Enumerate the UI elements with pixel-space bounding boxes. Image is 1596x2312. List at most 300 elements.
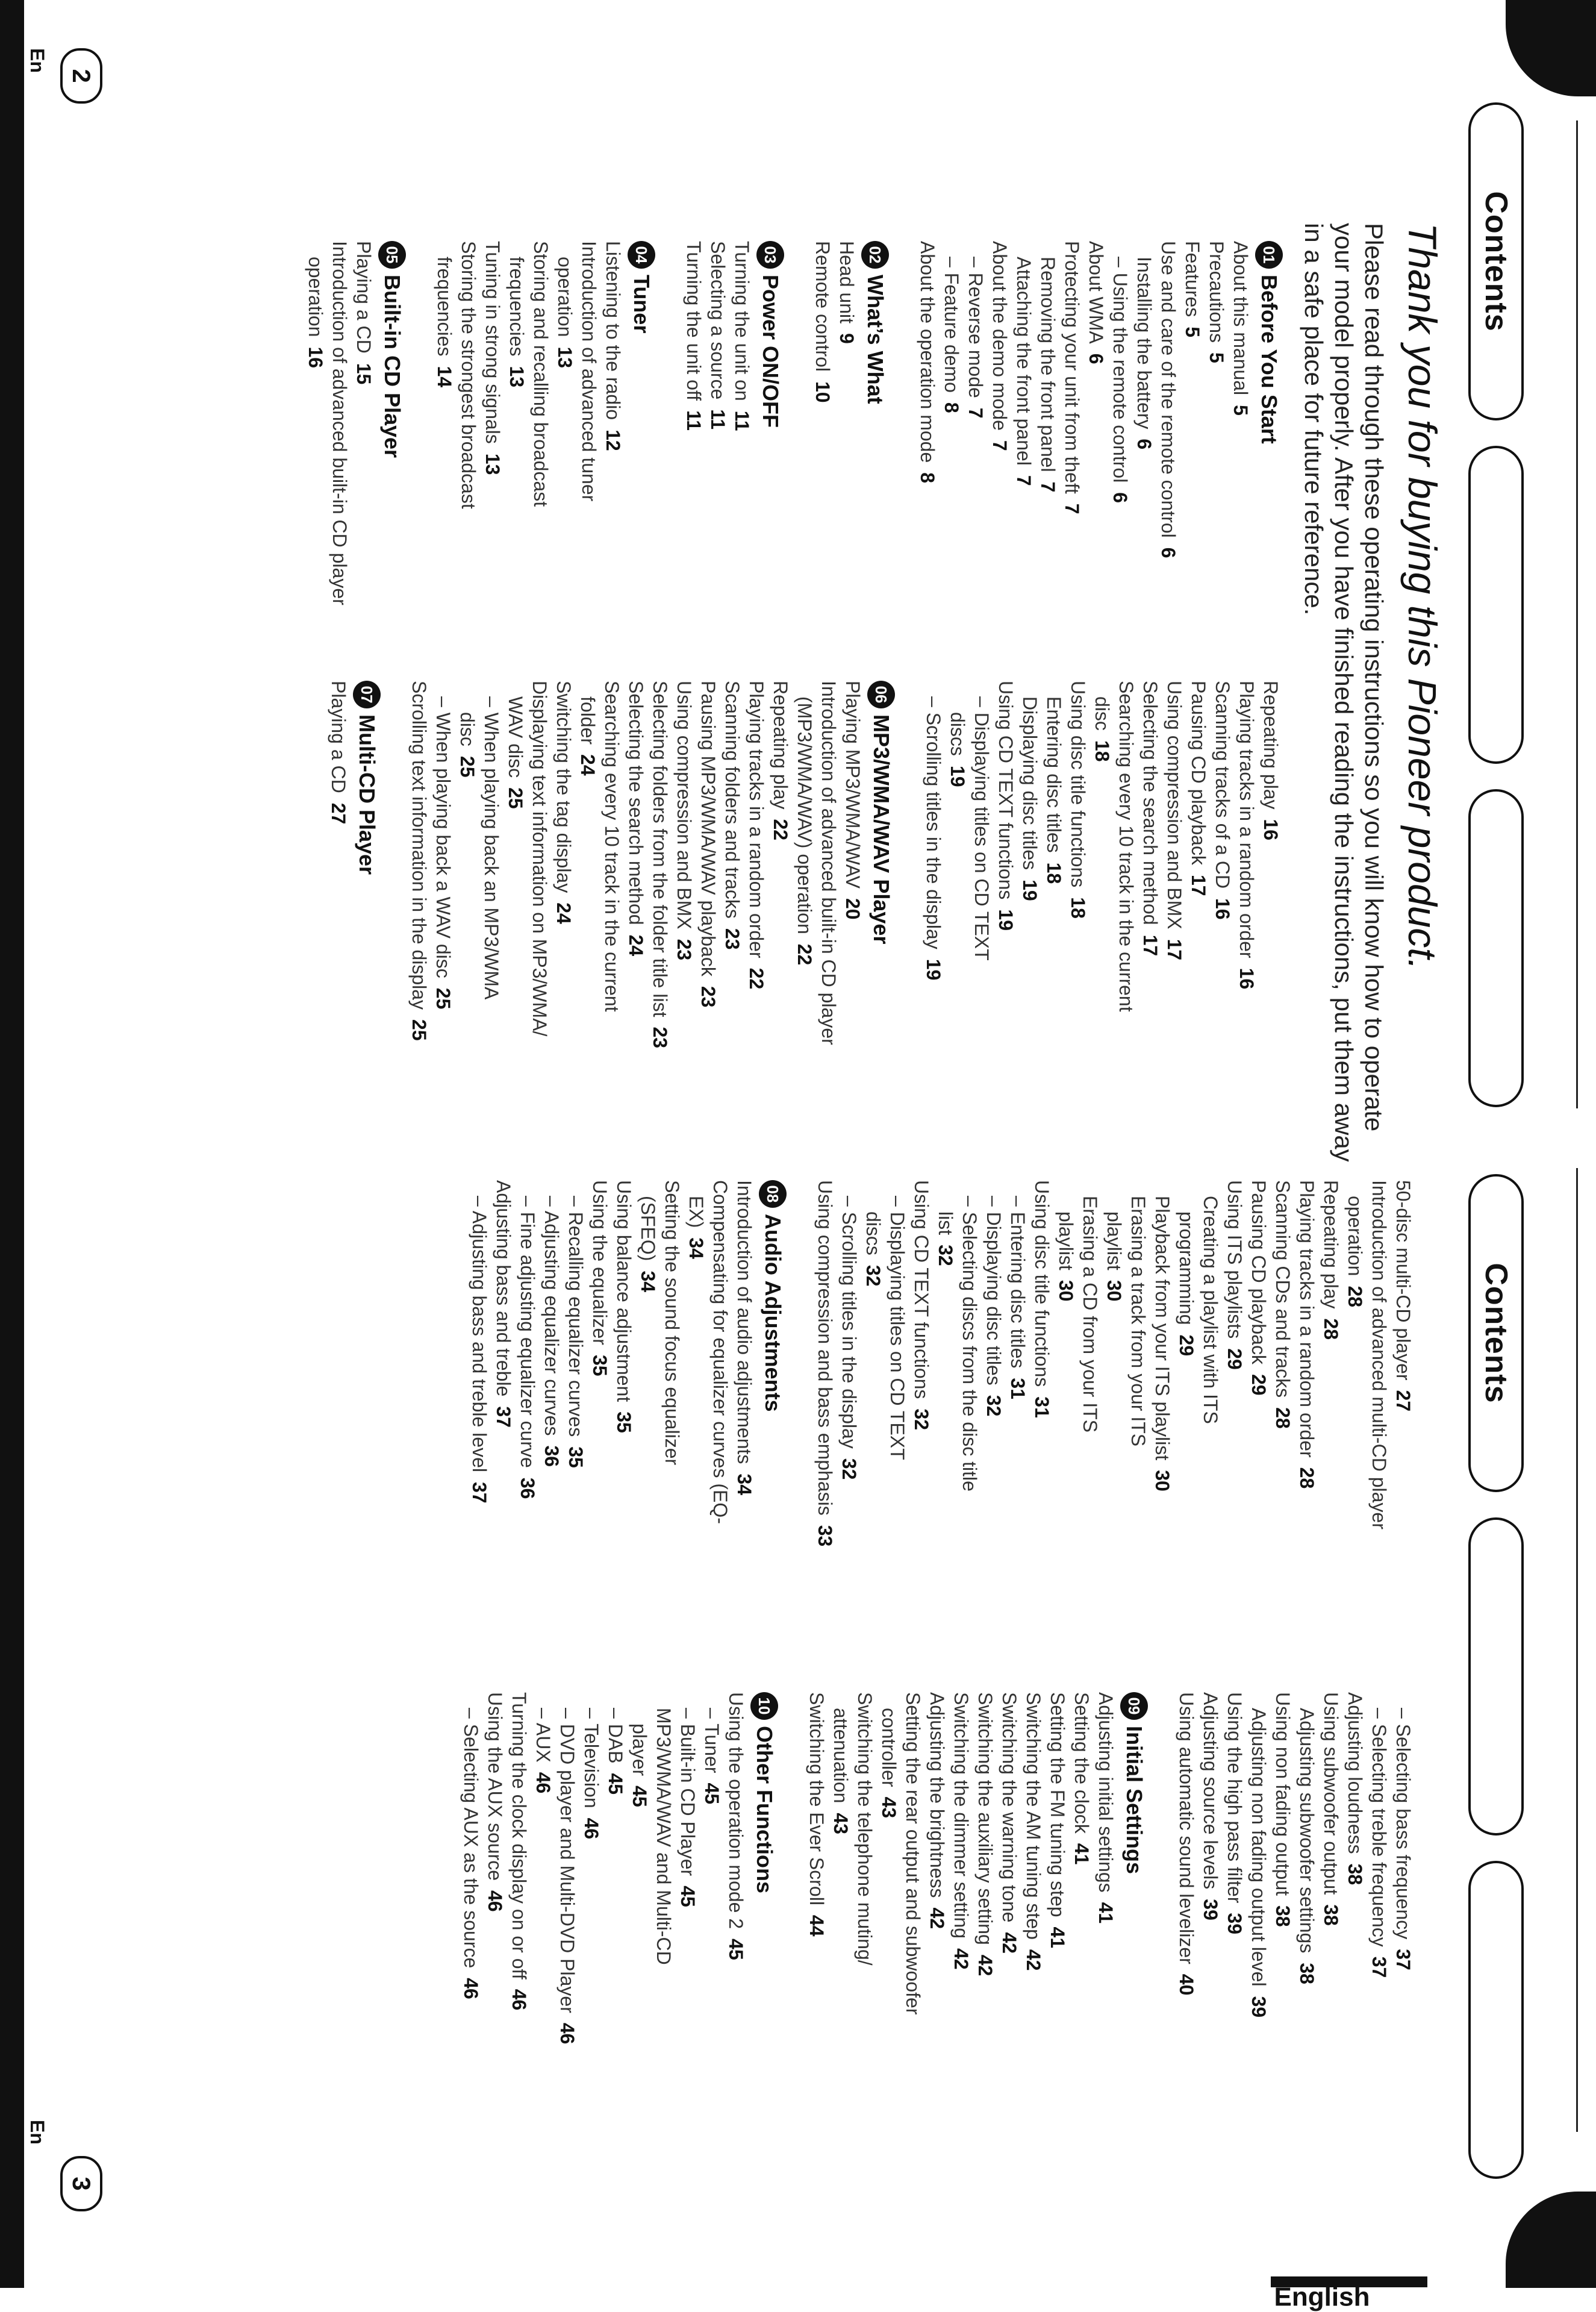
toc-entry-page: 46: [508, 1989, 530, 2011]
toc-entry: [1108, 241, 1132, 675]
toc-entry: [628, 1692, 652, 2186]
toc-entry: [708, 1180, 732, 1674]
toc-entry-text: disc: [1091, 696, 1113, 731]
toc-entry: [1247, 1180, 1271, 1674]
toc-entry-text: (SFEQ): [637, 1196, 659, 1261]
toc-entry: [706, 241, 730, 675]
toc-entry-page: 22: [746, 967, 767, 990]
header-rule: [1576, 1168, 1578, 2132]
tab-label: Contents: [1479, 191, 1513, 332]
toc-entry-page: 22: [794, 943, 815, 966]
toc-entry-text: Using CD TEXT functions: [911, 1180, 932, 1399]
toc-entry: [1018, 681, 1042, 1139]
section-title: Built-in CD Player: [380, 275, 405, 458]
section-number-badge: 03: [756, 241, 784, 269]
toc-entry-text: Playing tracks in a random order: [1236, 681, 1258, 958]
toc-entry-text: Using the equalizer: [589, 1180, 611, 1345]
toc-entry-text: frequencies: [506, 257, 528, 357]
toc-entry: [483, 1692, 507, 2186]
toc-entry-text: Using disc title functions: [1031, 1180, 1053, 1387]
toc-entry-text: – DVD player and Multi-DVD Player: [556, 1708, 578, 2013]
toc-entry: [1078, 1180, 1102, 1674]
toc-entry: [467, 1180, 491, 1674]
toc-entry: [1247, 1692, 1271, 2186]
section-title: Multi-CD Player: [355, 714, 379, 875]
toc-entry-page: 22: [770, 819, 791, 841]
section-heading: [756, 241, 784, 675]
toc-entry: [672, 681, 696, 1139]
toc-entry-text: Switching the telephone muting/: [854, 1692, 876, 1966]
section-number-badge: 01: [1255, 241, 1283, 269]
toc-entry-text: Switching the dimmer setting: [950, 1692, 972, 1939]
toc-entry-text: Using subwoofer output: [1320, 1692, 1342, 1895]
toc-entry: [835, 241, 859, 675]
section-number-badge: 06: [867, 681, 895, 708]
toc-entry-text: EX): [685, 1196, 707, 1228]
toc-entry-page: 39: [1248, 1996, 1270, 2018]
toc-entry-page: 45: [605, 1773, 626, 1795]
toc-entry-text: discs: [947, 712, 968, 756]
toc-entry-text: Introduction of advanced tuner: [578, 241, 600, 502]
toc-entry-text: Adjusting source levels: [1200, 1692, 1221, 1890]
scan-edge-band: [0, 0, 24, 2288]
toc-entry-text: – AUX: [532, 1708, 554, 1763]
section-heading: [628, 241, 655, 675]
toc-entry: [352, 241, 376, 675]
toc-entry-page: 38: [1296, 1963, 1318, 1984]
toc-entry: [588, 1180, 612, 1674]
tab-contents-left: [1468, 102, 1524, 420]
toc-entry-page: 7: [1061, 503, 1083, 514]
toc-entry-text: Scanning CDs and tracks: [1272, 1180, 1294, 1398]
toc-entry-page: 23: [722, 928, 743, 950]
toc-entry: [600, 681, 624, 1139]
toc-entry-text: Adjusting subwoofer settings: [1296, 1708, 1318, 1954]
toc-entry-text: – Feature demo: [941, 257, 962, 393]
tab-contents-right: [1468, 1174, 1524, 1492]
toc-entry: [1295, 1180, 1319, 1674]
intro-title: Thank you for buying this Pioneer product.: [1400, 223, 1445, 970]
toc-entry-page: 25: [408, 1019, 430, 1041]
toc-entry: [684, 1180, 708, 1674]
section-number-badge: 08: [759, 1180, 787, 1208]
toc-entry-text: – Entering disc titles: [1007, 1196, 1029, 1369]
toc-entry-text: Switching the AM tuning step: [1023, 1692, 1044, 1940]
toc-entry-text: Searching every 10 track in the current: [601, 681, 623, 1012]
toc-entry-page: 29: [1176, 1334, 1197, 1357]
section-title: What’s What: [863, 275, 888, 404]
toc-entry-page: 30: [1055, 1279, 1077, 1302]
toc-entry: [970, 681, 994, 1139]
toc-entry-text: – Television: [581, 1708, 602, 1808]
toc-entry-text: operation: [305, 257, 326, 337]
toc-entry: [1156, 241, 1180, 675]
section-number-badge: 05: [378, 241, 406, 269]
toc-section: [326, 681, 381, 1139]
toc-entry: [1174, 1692, 1199, 2186]
section-number-badge: 09: [1120, 1692, 1148, 1720]
toc-entry-text: Pausing CD playback: [1248, 1180, 1270, 1364]
toc-entry: [1229, 241, 1253, 675]
toc-entry-text: Using the operation mode 2: [725, 1692, 747, 1929]
toc-entry-page: 7: [1037, 481, 1059, 493]
toc-entry-text: Precautions: [1206, 241, 1227, 343]
toc-entry: [885, 1180, 909, 1674]
toc-entry-page: 40: [1176, 1973, 1197, 1996]
toc-entry-text: operation: [1344, 1196, 1366, 1276]
toc-entry-page: 37: [493, 1406, 514, 1428]
section-title: Initial Settings: [1122, 1726, 1147, 1875]
toc-entry-page: 16: [1212, 898, 1233, 920]
toc-entry: [1259, 681, 1283, 1139]
toc-entry-page: 37: [1392, 1949, 1414, 1970]
toc-entry: [1102, 1180, 1126, 1674]
toc-entry: [1060, 241, 1084, 675]
toc-entry-page: 41: [1095, 1902, 1117, 1924]
toc-entry-text: Adjusting non fading output level: [1248, 1708, 1270, 1987]
toc-entry-page: 5: [1182, 326, 1203, 338]
toc-entry-page: 32: [862, 1264, 884, 1287]
toc-entry-text: frequencies: [434, 257, 455, 357]
toc-entry-text: Playback from your ITS playlist: [1152, 1196, 1173, 1461]
toc-entry: [479, 681, 503, 1139]
toc-entry-page: 5: [1230, 405, 1252, 416]
toc-entry: [732, 1180, 756, 1674]
toc-entry: [925, 1692, 949, 2186]
toc-entry-text: – Reverse mode: [965, 257, 987, 398]
toc-entry: [516, 1180, 540, 1674]
toc-entry-page: 12: [602, 430, 624, 451]
toc-entry-text: – Selecting treble frequency: [1368, 1708, 1390, 1947]
toc-entry: [531, 1692, 555, 2186]
toc-entry-text: Adjusting the brightness: [926, 1692, 948, 1898]
toc-entry-text: Tuning in strong signals: [482, 241, 503, 444]
toc-entry-text: playlist: [1103, 1211, 1125, 1270]
toc-entry-page: 18: [1043, 862, 1065, 884]
toc-entry: [958, 1180, 982, 1674]
toc-entry: [1030, 1180, 1054, 1674]
page-number-right: 3: [60, 2156, 102, 2211]
toc-entry-page: 29: [1224, 1348, 1245, 1370]
toc-entry: [1271, 1180, 1295, 1674]
toc-entry-text: operation: [554, 257, 576, 337]
toc-entry: [841, 681, 865, 1139]
toc-entry-text: Using non fading output: [1272, 1692, 1294, 1896]
toc-entry: [1235, 681, 1259, 1139]
toc-entry-text: – Adjusting bass and treble level: [469, 1196, 490, 1472]
toc-entry: [407, 681, 431, 1139]
toc-entry: [505, 241, 529, 675]
toc-entry-page: 37: [469, 1481, 490, 1504]
toc-entry-page: 6: [1133, 439, 1155, 450]
toc-entry-page: 17: [1139, 934, 1161, 957]
toc-entry-page: 36: [541, 1445, 563, 1467]
section-title: MP3/WMA/WAV Player: [869, 714, 894, 945]
toc-entry: [529, 241, 553, 675]
toc-entry-text: programming: [1176, 1211, 1197, 1325]
toc-section: [304, 241, 406, 675]
toc-entry-page: 23: [697, 986, 719, 1008]
toc-entry-text: About this manual: [1230, 241, 1252, 396]
toc-entry-page: 28: [1320, 1318, 1342, 1340]
toc-entry-text: Switching the Ever Scroll: [806, 1692, 828, 1905]
toc-entry: [1343, 1180, 1367, 1674]
toc-entry-text: Creating a playlist with ITS: [1200, 1196, 1221, 1424]
toc-entry: [829, 1692, 853, 2186]
toc-entry-page: 39: [1200, 1899, 1221, 1920]
toc-entry-page: 17: [1188, 874, 1209, 896]
toc-entry-text: 50-disc multi-CD player: [1392, 1180, 1414, 1381]
toc-entry-text: Using the AUX source: [484, 1692, 506, 1881]
section-number-badge: 04: [628, 241, 655, 269]
toc-entry: [1150, 1180, 1174, 1674]
section-number-badge: 10: [750, 1692, 778, 1720]
toc-entry: [1042, 681, 1066, 1139]
toc-entry: [528, 681, 552, 1139]
toc-column-2: [300, 681, 1283, 1139]
toc-entry-text: (MP3/WMA/WAV) operation: [794, 696, 815, 934]
corner-tab-mark: [1506, 0, 1596, 96]
toc-section: [1174, 1692, 1415, 2186]
toc-entry-page: 42: [950, 1948, 972, 1970]
toc-entry-page: 43: [878, 1796, 900, 1819]
toc-entry: [1162, 681, 1186, 1139]
toc-entry-page: 13: [482, 453, 503, 475]
toc-entry: [577, 241, 601, 675]
toc-entry-page: 41: [1047, 1926, 1068, 1949]
toc-entry-text: Storing and recalling broadcast: [530, 241, 552, 507]
toc-entry: [1319, 1180, 1343, 1674]
toc-entry: [540, 1180, 564, 1674]
toc-entry-text: Using disc title functions: [1067, 681, 1089, 888]
toc-entry: [744, 681, 768, 1139]
toc-entry-text: – Selecting discs from the disc title: [959, 1196, 980, 1492]
toc-entry-text: – When playing back an MP3/WMA: [481, 696, 502, 1000]
toc-entry-text: playlist: [1055, 1211, 1077, 1270]
toc-column-1: [277, 241, 1283, 675]
section-heading: [750, 1692, 778, 2186]
toc-entry-text: Using CD TEXT functions: [995, 681, 1017, 900]
toc-section: [805, 1692, 1148, 2186]
toc-entry: [1114, 681, 1138, 1139]
toc-entry-page: 24: [553, 902, 575, 924]
toc-entry: [964, 241, 988, 675]
toc-entry-page: 7: [1013, 475, 1035, 486]
toc-entry: [1367, 1692, 1391, 2186]
toc-entry: [861, 1180, 885, 1674]
toc-entry: [997, 1692, 1021, 2186]
toc-entry: [805, 1692, 829, 2186]
toc-entry-page: 32: [838, 1458, 860, 1480]
toc-entry: [1343, 1692, 1367, 2186]
toc-entry-text: Playing tracks in a random order: [1296, 1180, 1318, 1458]
toc-entry-page: 13: [506, 366, 528, 388]
toc-entry-page: 38: [1344, 1863, 1366, 1886]
toc-entry-text: discs: [862, 1211, 884, 1255]
toc-entry: [1066, 681, 1090, 1139]
toc-entry-text: Repeating play: [1260, 681, 1282, 810]
toc-entry-text: MP3/WMA/WAV and Multi-CD: [653, 1708, 675, 1965]
toc-entry: [612, 1180, 636, 1674]
toc-entry-text: Using compression and bass emphasis: [814, 1180, 836, 1516]
toc-entry: [552, 681, 576, 1139]
toc-entry-text: Repeating play: [770, 681, 791, 810]
toc-entry-text: Scrolling text information in the display: [408, 681, 430, 1010]
toc-entry-page: 45: [701, 1782, 723, 1805]
toc-entry-page: 24: [577, 754, 599, 776]
toc-section: [921, 681, 1283, 1139]
toc-entry-page: 20: [842, 898, 864, 920]
toc-entry: [994, 681, 1018, 1139]
toc-entry: [915, 241, 940, 675]
toc-entry-text: About WMA: [1085, 241, 1107, 344]
section-number-badge: 02: [861, 241, 889, 269]
toc-entry-page: 33: [814, 1525, 836, 1547]
toc-entry-page: 16: [1260, 819, 1282, 841]
toc-entry-page: 36: [517, 1477, 538, 1499]
toc-entry: [813, 1180, 837, 1674]
toc-section: [407, 681, 895, 1139]
toc-entry: [837, 1180, 861, 1674]
toc-entry: [603, 1692, 628, 2186]
toc-entry-page: 45: [725, 1939, 747, 1960]
toc-entry-text: Playing a CD: [353, 241, 375, 354]
right-page: [0, 1144, 1596, 2312]
toc-entry: [1211, 681, 1235, 1139]
toc-entry-text: Selecting the search method: [625, 681, 647, 925]
toc-entry: [432, 241, 457, 675]
intro-body: Please read through these operating instructions so you will know how to operate your model properly. After you have finished reading the instructions, put them away in a safe place for future reference.: [1300, 223, 1388, 1162]
toc-entry-text: Compensating for equalizer curves (EQ-: [709, 1180, 731, 1524]
toc-entry: [724, 1692, 748, 2186]
toc-entry-page: 15: [353, 363, 375, 385]
toc-entry-page: 14: [434, 366, 455, 388]
toc-entry-page: 11: [707, 409, 729, 430]
toc-entry: [648, 681, 672, 1139]
toc-entry-page: 25: [432, 987, 454, 1010]
toc-entry-text: Using the high pass filter: [1224, 1692, 1245, 1904]
toc-entry-text: Displaying text information on MP3/WMA/: [529, 681, 550, 1037]
toc-entry: [1126, 1180, 1150, 1674]
toc-entry: [636, 1180, 660, 1674]
toc-entry-text: – Tuner: [701, 1708, 723, 1773]
toc-entry-text: Playing a CD: [328, 681, 349, 793]
section-title: Before You Start: [1257, 275, 1282, 444]
toc-section: [467, 1180, 787, 1674]
section-heading: [867, 681, 895, 1139]
toc-entry-page: 19: [995, 909, 1017, 931]
toc-entry-page: 32: [983, 1395, 1005, 1417]
toc-entry-text: disc: [457, 712, 478, 746]
toc-entry: [973, 1692, 997, 2186]
toc-entry-text: attenuation: [830, 1708, 852, 1804]
toc-entry-text: Switching the warning tone: [999, 1692, 1020, 1923]
toc-entry: [811, 241, 835, 675]
toc-entry: [1012, 241, 1036, 675]
toc-entry: [793, 681, 817, 1139]
toc-entry: [1090, 681, 1114, 1139]
toc-column-3: [441, 1180, 1415, 1674]
toc-entry: [1319, 1692, 1343, 2186]
toc-entry-page: 30: [1103, 1279, 1125, 1302]
section-title: Power ON/OFF: [758, 275, 783, 428]
toc-entry-text: About the demo mode: [989, 241, 1011, 431]
toc-entry-page: 25: [505, 787, 526, 809]
toc-entry-text: Turning the unit off: [683, 241, 705, 401]
toc-column-4: [432, 1692, 1415, 2186]
toc-entry: [328, 241, 352, 675]
toc-entry-text: – Fine adjusting equalizer curve: [517, 1196, 538, 1468]
toc-entry-text: Using balance adjustment: [613, 1180, 635, 1402]
toc-entry: [768, 681, 793, 1139]
toc-entry-page: 30: [1152, 1470, 1173, 1492]
toc-entry-text: list: [935, 1211, 956, 1236]
toc-entry-page: 46: [484, 1890, 506, 1912]
toc-entry: [503, 681, 528, 1139]
toc-entry-text: – Using the remote control: [1109, 257, 1131, 483]
header-rule: [1576, 120, 1578, 1108]
toc-entry-page: 27: [1392, 1390, 1414, 1412]
toc-entry-text: Listening to the radio: [602, 241, 624, 420]
toc-entry-page: 25: [457, 755, 478, 778]
toc-entry-page: 11: [683, 410, 705, 431]
tab-blank: [1468, 1861, 1524, 2179]
toc-entry-page: 17: [1164, 939, 1185, 961]
toc-entry-page: 45: [629, 1786, 650, 1807]
toc-entry-text: Scanning tracks of a CD: [1212, 681, 1233, 889]
toc-entry-page: 18: [1067, 897, 1089, 919]
toc-entry-page: 42: [926, 1907, 948, 1929]
section-heading: [378, 241, 406, 675]
toc-section: [811, 241, 889, 675]
toc-entry-page: 38: [1320, 1904, 1342, 1926]
toc-entry-page: 7: [989, 440, 1011, 451]
section-title: Tuner: [629, 275, 654, 334]
toc-entry-text: Selecting folders from the folder title list: [649, 681, 671, 1017]
toc-entry-text: WAV disc: [505, 696, 526, 778]
toc-entry: [431, 681, 455, 1139]
toc-entry-text: – Selecting bass frequency: [1392, 1708, 1414, 1940]
toc-entry: [576, 681, 600, 1139]
toc-entry-page: 34: [685, 1237, 707, 1259]
toc-entry-text: player: [629, 1723, 650, 1776]
toc-entry-page: 43: [830, 1813, 852, 1834]
toc-entry-page: 18: [1091, 740, 1113, 762]
toc-entry: [1186, 681, 1211, 1139]
toc-entry: [491, 1180, 516, 1674]
toc-entry-text: – Displaying titles on CD TEXT: [971, 696, 993, 961]
toc-entry-page: 11: [731, 410, 753, 431]
toc-entry-text: – Displaying titles on CD TEXT: [887, 1196, 908, 1460]
toc-entry: [1180, 241, 1205, 675]
toc-entry: [481, 241, 505, 675]
toc-entry-text: – Selecting AUX as the source: [460, 1708, 482, 1969]
toc-entry: [877, 1692, 901, 2186]
section-title: Other Functions: [752, 1726, 777, 1893]
toc-entry-text: – When playing back a WAV disc: [432, 696, 454, 978]
toc-entry-text: Introduction of advanced built-in CD player: [329, 241, 351, 605]
toc-entry-text: Playing tracks in a random order: [746, 681, 767, 958]
toc-entry-page: 5: [1206, 352, 1227, 363]
section-heading: [1255, 241, 1283, 675]
toc-entry-text: Attaching the front panel: [1013, 257, 1035, 466]
toc-entry-text: Using ITS playlists: [1224, 1180, 1245, 1339]
toc-entry-page: 8: [917, 472, 938, 484]
toc-entry-page: 8: [941, 402, 962, 413]
toc-entry: [304, 241, 328, 675]
toc-entry: [660, 1180, 684, 1674]
toc-entry: [507, 1692, 531, 2186]
